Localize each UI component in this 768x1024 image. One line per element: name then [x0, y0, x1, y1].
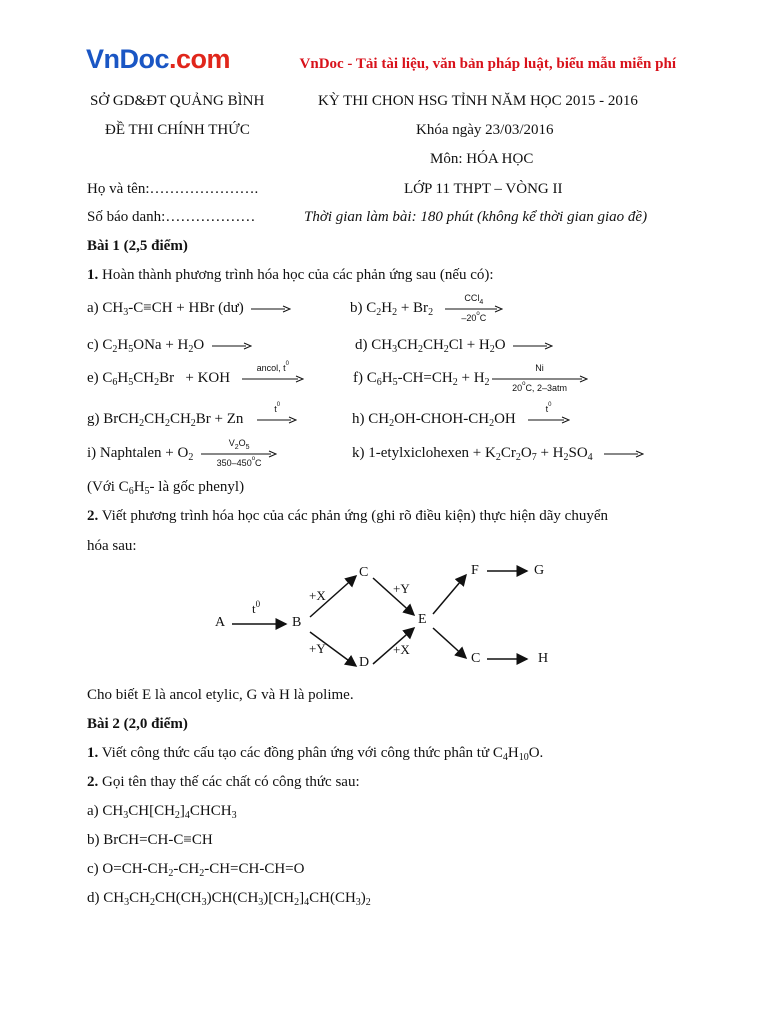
node-e: E: [418, 612, 427, 627]
label-plus-y-1: +Y: [309, 641, 326, 656]
vndoc-logo[interactable]: VnDoc.com: [86, 44, 231, 74]
reaction-d: d) $CH_3CH_2CH_2Cl + H_2O$: [355, 337, 557, 354]
reaction-h: h) $CH_2OH-CHOH-CH_2OH$ $t^0$: [352, 411, 574, 428]
node-b: B: [292, 615, 302, 630]
reaction-k: k) 1-etylxiclohexen + $K_2Cr_2O_7 + H_2SO_4$: [352, 445, 648, 462]
formula-a: a) $CH_3CH[CH_2]_4CHCH_3$: [87, 803, 237, 821]
formula-c: c) $O=CH-CH_2-CH_2-CH=CH-CH=O$: [87, 861, 305, 879]
bai2-title: Bài 2 (2,0 điểm): [87, 716, 188, 732]
node-h: H: [538, 651, 549, 666]
label-plus-y-2: +Y: [393, 581, 410, 596]
reaction-i: i) Naphtalen + $O_2$ $V_2O_5$ 350–450$^o$C: [87, 445, 281, 462]
scheme-given: Cho biết E là ancol etylic, G và H là polime.: [87, 687, 354, 703]
candidate-number-field: Số báo danh:………………: [87, 209, 256, 225]
node-c: C: [359, 565, 369, 580]
candidate-name-field: Họ và tên:………………….: [87, 181, 259, 197]
label-plus-x-2: +X: [393, 642, 410, 657]
reaction-g: g) $BrCH_2CH_2CH_2Br + Zn$ $t^0$: [87, 411, 301, 428]
reaction-f: f) $C_6H_5-CH=CH_2 + H_2$ Ni 20$^o$C, 2–3atm: [353, 370, 592, 387]
exam-grade-round: LỚP 11 THPT – VÒNG II: [404, 181, 563, 197]
exam-duration: Thời gian làm bài: 180 phút (không kể thời gian giao đề): [304, 209, 648, 225]
reaction-e: e) $C_6H_5CH_2Br$ + KOH ancol, $t^0$: [87, 370, 308, 387]
exam-subject: Môn: HÓA HỌC: [430, 151, 534, 167]
label-t0: $t^0$: [252, 599, 261, 616]
department-name: SỞ GD&ĐT QUẢNG BÌNH: [90, 93, 265, 109]
exam-title: KỲ THI CHON HSG TỈNH NĂM HỌC 2015 - 2016: [318, 93, 638, 109]
label-plus-x-1: +X: [309, 588, 326, 603]
reaction-b: b) $C_2H_2 + Br_2$ CCl$_4$ –20$^o$C: [350, 300, 507, 317]
bai1-q1: 1. Hoàn thành phương trình hóa học của các phản ứng sau (nếu có):: [87, 267, 494, 283]
reaction-c: c) $C_2H_5ONa + H_2O$: [87, 337, 256, 354]
bai2-q2: 2. Gọi tên thay thế các chất có công thức sau:: [87, 774, 360, 790]
bai1-title: Bài 1 (2,5 điểm): [87, 238, 188, 254]
phenyl-note: (Với $C_6H_5-$ là gốc phenyl): [87, 479, 245, 497]
site-tagline: VnDoc - Tải tài liệu, văn bản pháp luật, biểu mẫu miễn phí: [299, 56, 676, 72]
reaction-a: a) $CH_3-C\equiv CH$ + HBr (dư): [87, 300, 295, 317]
scheme-arrows: [200, 560, 580, 675]
bai1-q2-cont: hóa sau:: [87, 538, 137, 554]
formula-b: b) BrCH=CH-C≡CH: [87, 832, 213, 848]
node-g: G: [534, 563, 545, 578]
conversion-scheme: [200, 560, 580, 675]
official-exam-label: ĐỀ THI CHÍNH THỨC: [105, 122, 250, 138]
node-c2: C: [471, 651, 481, 666]
node-f: F: [471, 563, 479, 578]
formula-d: d) $CH_3CH_2CH(CH_3)CH(CH_3)[CH_2]_4CH(CH_3)_2$: [87, 890, 371, 908]
node-a: A: [215, 615, 226, 630]
exam-date: Khóa ngày 23/03/2016: [416, 122, 554, 138]
node-d: D: [359, 655, 370, 670]
bai2-q1: 1. Viết công thức cấu tạo các đồng phân ứng với công thức phân tử $C_4H_{10}O$.: [87, 745, 544, 763]
bai1-q2: 2. Viết phương trình hóa học của các phản ứng (ghi rõ điều kiện) thực hiện dãy chuyển: [87, 508, 608, 524]
